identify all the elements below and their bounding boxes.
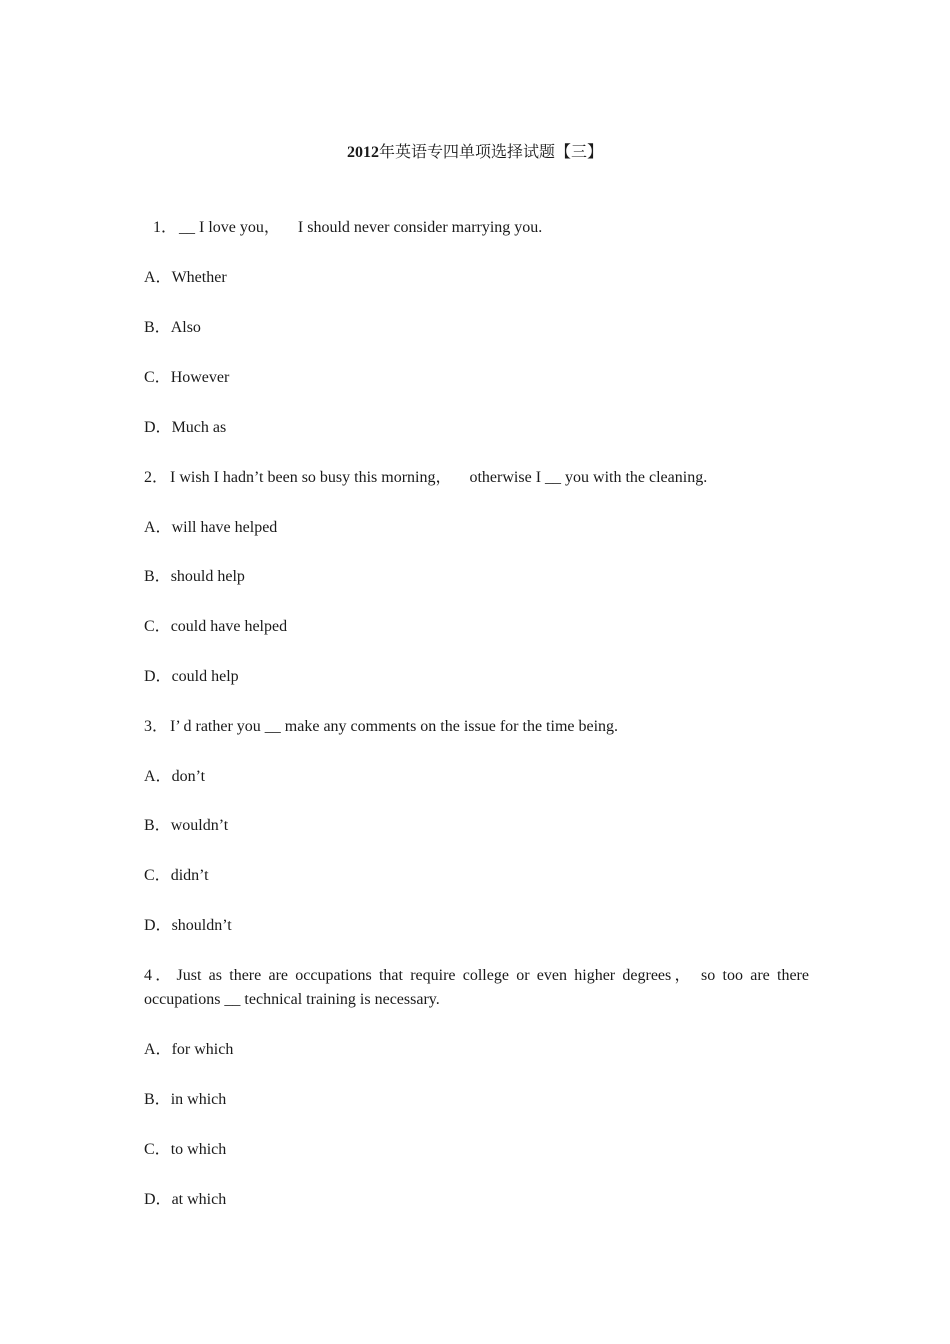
- title-year: 2012: [346, 144, 379, 161]
- option-text: for which: [171, 1041, 234, 1058]
- question-1-option-a: [144, 266, 809, 290]
- question-text-part-1: Just as there are occupations that require college or even higher degrees，: [176, 967, 694, 984]
- option-letter: B．: [144, 1091, 171, 1108]
- question-2-option-d: [144, 665, 809, 689]
- question-text-part-3: occupations __ technical training is necessary.: [144, 991, 440, 1008]
- question-2-option-c: [144, 615, 809, 639]
- question-text-part-1: __ I love you，: [179, 219, 280, 236]
- option-letter: A．: [144, 768, 172, 785]
- option-letter: C．: [144, 369, 171, 386]
- option-letter: D．: [144, 1191, 172, 1208]
- question-text-part-1: I wish I hadn’t been so busy this morning，: [170, 469, 452, 486]
- option-text: in which: [170, 1091, 227, 1108]
- document-title: [0, 141, 950, 165]
- question-2-option-a: [144, 516, 809, 540]
- option-text: shouldn’t: [171, 917, 232, 934]
- option-text: at which: [171, 1191, 227, 1208]
- option-letter: B．: [144, 817, 171, 834]
- option-text: should help: [170, 568, 245, 585]
- option-text: However: [170, 369, 230, 386]
- option-text: could have helped: [170, 618, 288, 635]
- option-text: could help: [171, 668, 239, 685]
- question-4-stem-line-1: [144, 964, 809, 988]
- question-3-option-c: [144, 864, 809, 888]
- option-letter: C．: [144, 1141, 171, 1158]
- question-1-option-c: [144, 366, 809, 390]
- question-text-part-2: so too are there: [701, 967, 809, 984]
- question-4-option-b: [144, 1088, 809, 1112]
- question-4-option-a: [144, 1038, 809, 1062]
- question-3-option-d: [144, 914, 809, 938]
- option-text: didn’t: [170, 867, 209, 884]
- option-letter: D．: [144, 917, 172, 934]
- option-text: to which: [170, 1141, 227, 1158]
- question-text-part-2: I should never consider marrying you.: [297, 219, 543, 236]
- option-letter: C．: [144, 867, 171, 884]
- option-letter: A．: [144, 269, 172, 286]
- option-letter: B．: [144, 319, 171, 336]
- question-3-option-b: [144, 814, 809, 838]
- option-text: wouldn’t: [170, 817, 229, 834]
- option-letter: D．: [144, 419, 172, 436]
- option-text: Also: [170, 319, 201, 336]
- option-letter: D．: [144, 668, 172, 685]
- question-text-part-2: otherwise I __ you with the cleaning.: [469, 469, 708, 486]
- option-letter: B．: [144, 568, 171, 585]
- question-number: 1．: [153, 219, 178, 236]
- question-number: 4．: [144, 967, 175, 984]
- question-4-stem-line-2: [144, 988, 809, 1012]
- question-1-option-b: [144, 316, 809, 340]
- option-letter: A．: [144, 519, 172, 536]
- option-letter: A．: [144, 1041, 172, 1058]
- question-1-stem: [153, 216, 818, 240]
- question-2-stem: [144, 466, 809, 490]
- question-number: 3．: [144, 718, 169, 735]
- question-2-option-b: [144, 565, 809, 589]
- question-number: 2．: [144, 469, 169, 486]
- option-letter: C．: [144, 618, 171, 635]
- option-text: don’t: [171, 768, 206, 785]
- question-3-stem: [144, 715, 809, 739]
- question-4-option-d: [144, 1188, 809, 1212]
- question-3-option-a: [144, 765, 809, 789]
- option-text: will have helped: [171, 519, 278, 536]
- option-text: Whether: [171, 269, 227, 286]
- option-text: Much as: [171, 419, 227, 436]
- title-text: 年英语专四单项选择试题【三】: [378, 144, 603, 161]
- question-4-option-c: [144, 1138, 809, 1162]
- question-1-option-d: [144, 416, 809, 440]
- question-text: I’ d rather you __ make any comments on the issue for the time being.: [170, 718, 619, 735]
